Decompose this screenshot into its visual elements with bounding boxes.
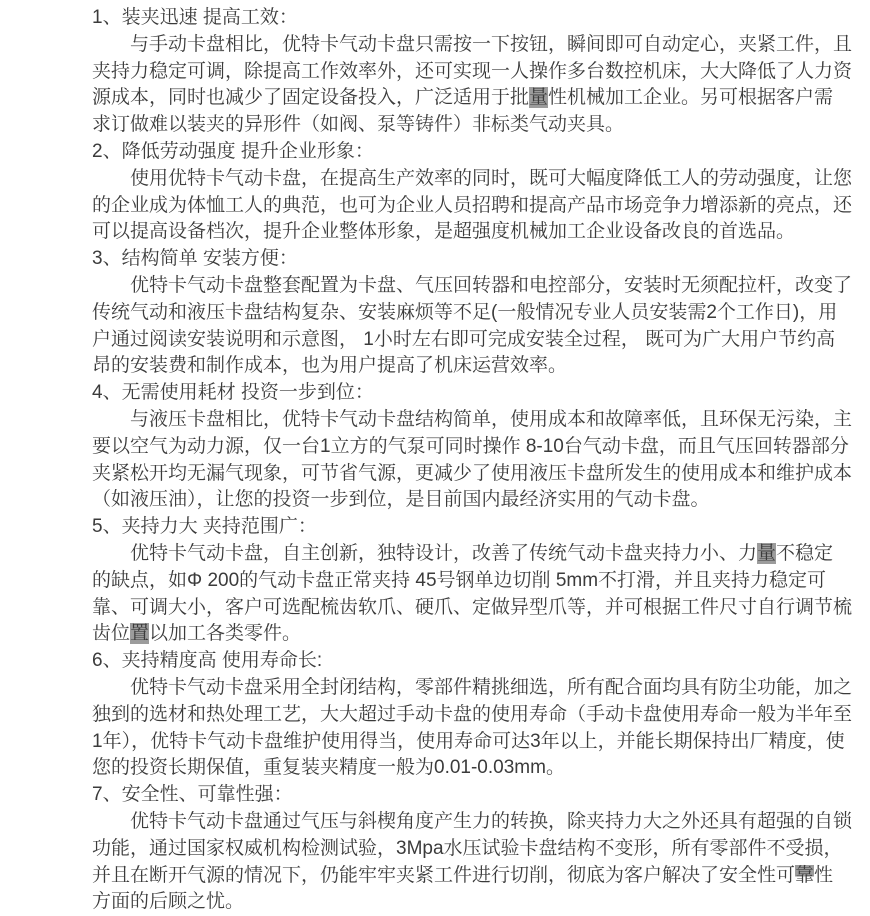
section-paragraph: 优特卡气动卡盘，自主创新，独特设计，改善了传统气动卡盘夹持力小、力量不稳定的缺点，如Φ 200的气动卡盘正常夹持 45号钢单边切削 5mm不打滑，并且夹持力稳定可靠、可调大小，客户可选配梳齿软爪、硬爪、定做异型爪等，并可根据工件尺寸自行调节梳齿位置以加工各类零件。	[92, 542, 853, 645]
highlighted-character: 靠	[795, 864, 815, 886]
section-paragraph: 优特卡气动卡盘整套配置为卡盘、气压回转器和电控部分，安装时无须配拉杆，改变了传统气动和液压卡盘结构复杂、安装麻烦等不足(一般情况专业人员安装需2个工作日)，用户通过阅读安装说明和示意图， 1小时左右即可完成安装全过程， 既可为广大用户节约高昂的安装费和制作成本，也为用户提高了机床运营效率。	[92, 274, 853, 377]
section-heading: 2、降低劳动强度 提升企业形象：	[92, 140, 374, 162]
section-heading: 3、结构简单 安装方便：	[92, 248, 298, 270]
section-paragraph: 优特卡气动卡盘通过气压与斜楔角度产生力的转换，除夹持力大之外还具有超强的自锁功能，通过国家权威机构检测试验，3Mpa水压试验卡盘结构不变形，所有零部件不受损，并且在断开气源的情况下，仍能牢牢夹紧工件进行切削，彻底为客户解决了安全性可靠性方面的后顾之忧。	[92, 810, 853, 913]
feature-section	[92, 246, 852, 380]
section-heading: 4、无需使用耗材 投资一步到位：	[92, 382, 374, 404]
section-paragraph: 与手动卡盘相比，优特卡气动卡盘只需按一下按钮，瞬间即可自动定心，夹紧工件，且夹持力稳定可调，除提高工作效率外，还可实现一人操作多台数控机床，大大降低了人力资源成本，同时也减少了固定设备投入，广泛适用于批量性机械加工企业。另可根据客户需求订做难以装夹的异形件（如阀、泵等铸件）非标类气动夹具。	[92, 33, 853, 136]
section-heading: 6、夹持精度高 使用寿命长:	[92, 650, 323, 672]
feature-section	[92, 380, 852, 514]
feature-section	[92, 514, 852, 648]
highlighted-character: 量	[757, 542, 777, 564]
feature-section	[92, 782, 852, 916]
highlighted-character: 量	[529, 87, 549, 109]
section-paragraph: 优特卡气动卡盘采用全封闭结构，零部件精挑细选，所有配合面均具有防尘功能，加之独到的选材和热处理工艺，大大超过手动卡盘的使用寿命（手动卡盘使用寿命一般为半年至1年），优特卡气动卡盘维护使用得当，使用寿命可达3年以上，并能长期保持出厂精度，使您的投资长期保值，重复装夹精度一般为0.01-0.03mm。	[92, 676, 853, 779]
section-paragraph: 使用优特卡气动卡盘，在提高生产效率的同时，既可大幅度降低工人的劳动强度，让您的企业成为体恤工人的典范，也可为企业人员招聘和提高产品市场竞争力增添新的亮点，还可以提高设备档次，提升企业整体形象，是超强度机械加工企业设备改良的首选品。	[92, 167, 853, 243]
section-heading: 7、安全性、可靠性强：	[92, 784, 293, 806]
highlighted-character: 置	[130, 623, 150, 645]
section-heading: 1、装夹迅速 提高工效：	[92, 7, 298, 28]
feature-section	[92, 5, 852, 139]
section-heading: 5、夹持力大 夹持范围广：	[92, 516, 317, 538]
section-paragraph: 与液压卡盘相比，优特卡气动卡盘结构简单，使用成本和故障率低，且环保无污染，主要以空气为动力源，仅一台1立方的气泵可同时操作 8-10台气动卡盘，而且气压回转器部分夹紧松开均无漏气现象，可节省气源，更减少了使用液压卡盘所发生的使用成本和维护成本（如液压油），让您的投资一步到位，是目前国内最经济实用的气动卡盘。	[92, 408, 853, 511]
feature-section	[92, 648, 852, 782]
feature-section	[92, 139, 852, 246]
document-body	[92, 5, 852, 916]
